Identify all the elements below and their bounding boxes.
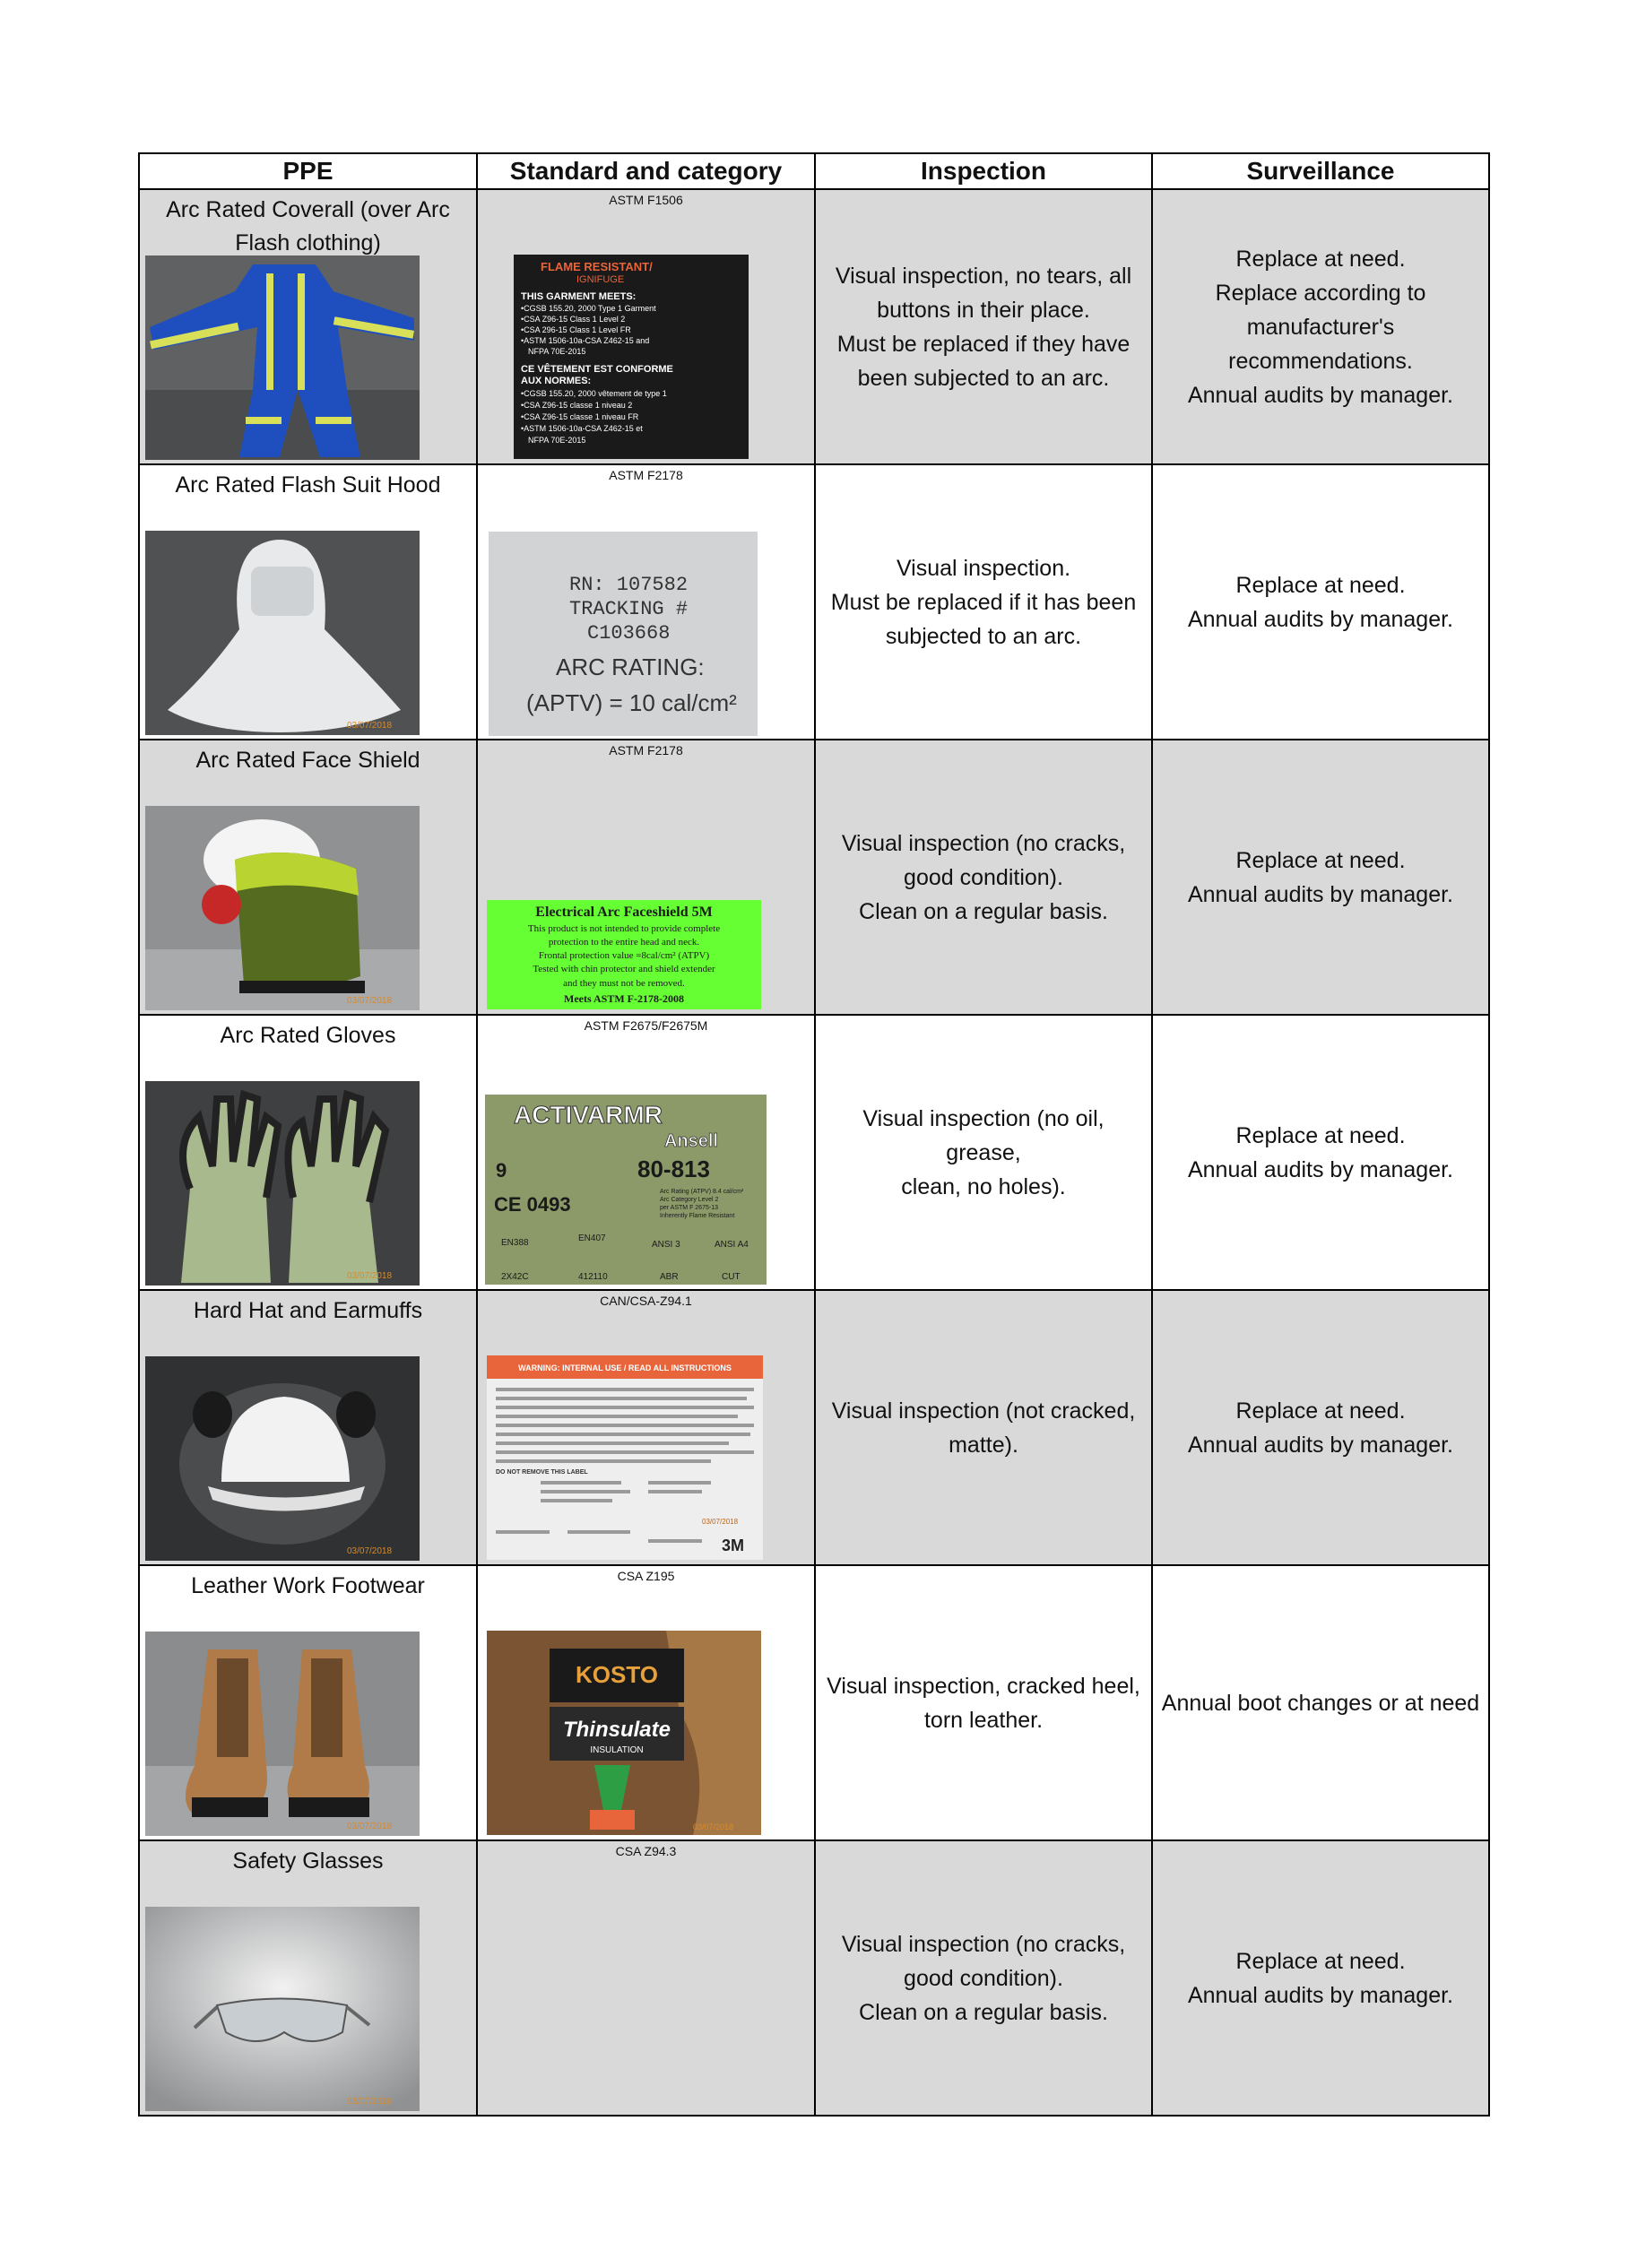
coverall-label	[514, 255, 749, 459]
standard-cell	[477, 1565, 815, 1840]
svg-text:AUX NORMES:: AUX NORMES:	[521, 376, 592, 386]
svg-text:9: 9	[496, 1159, 507, 1182]
safety-glasses-photo	[145, 1907, 420, 2111]
standard-code: ASTM F2178	[609, 743, 683, 757]
svg-text:03/07/2018: 03/07/2018	[347, 996, 393, 1006]
header-row	[139, 153, 1489, 189]
svg-text:Meets ASTM F-2178-2008: Meets ASTM F-2178-2008	[564, 992, 684, 1005]
svg-text:03/07/2018: 03/07/2018	[702, 1518, 739, 1526]
surveillance-cell: Replace at need. Replace according to manufacturer's recommendations. Annual audits by manager.	[1152, 189, 1489, 464]
standard-code: CSA Z195	[617, 1569, 675, 1583]
standard-cell	[477, 464, 815, 740]
svg-text:2X42C: 2X42C	[501, 1272, 529, 1282]
svg-text:Frontal protection value =8cal: Frontal protection value =8cal/cm² (ATPV)	[538, 950, 710, 961]
surveillance-cell: Replace at need. Annual audits by manager.	[1152, 1840, 1489, 2116]
svg-text:•ASTM 1506-10a-CSA Z462-15 and: •ASTM 1506-10a-CSA Z462-15 and	[521, 336, 650, 345]
svg-text:•CSA 296-15 Class 1 Level FR: •CSA 296-15 Class 1 Level FR	[521, 325, 631, 334]
header-inspection: Inspection	[815, 153, 1152, 189]
coverall-photo	[145, 255, 420, 460]
svg-text:•CGSB 155.20, 2000 vêtement de: •CGSB 155.20, 2000 vêtement de type 1	[521, 389, 667, 398]
standard-cell	[477, 740, 815, 1015]
svg-text:This product is not intended t: This product is not intended to provide complete	[527, 923, 721, 934]
inspection-cell: Visual inspection (no oil, grease, clean, no holes).	[815, 1015, 1152, 1290]
svg-text:CE 0493: CE 0493	[494, 1193, 571, 1216]
ppe-name: Arc Rated Flash Suit Hood	[175, 472, 441, 498]
svg-text:Ansell: Ansell	[664, 1131, 719, 1151]
header-standard: Standard and category	[477, 153, 815, 189]
svg-text:KOSTO: KOSTO	[576, 1661, 658, 1688]
svg-text:Thinsulate: Thinsulate	[562, 1718, 671, 1742]
svg-text:(APTV) = 10 cal/cm²: (APTV) = 10 cal/cm²	[526, 689, 737, 716]
svg-text:EN407: EN407	[578, 1234, 606, 1243]
inspection-cell: Visual inspection, cracked heel, torn leather.	[815, 1565, 1152, 1840]
ppe-cell	[139, 1290, 477, 1565]
svg-text:DO NOT REMOVE THIS LABEL: DO NOT REMOVE THIS LABEL	[496, 1469, 588, 1476]
header-surveillance: Surveillance	[1152, 153, 1489, 189]
svg-text:RN: 107582: RN: 107582	[569, 574, 689, 596]
standard-code: CAN/CSA-Z94.1	[600, 1294, 692, 1308]
inspection-cell: Visual inspection (no cracks, good condition). Clean on a regular basis.	[815, 740, 1152, 1015]
svg-text:Electrical Arc Faceshield 5M: Electrical Arc Faceshield 5M	[535, 905, 713, 920]
ppe-cell	[139, 740, 477, 1015]
ppe-cell	[139, 189, 477, 464]
ppe-cell	[139, 1015, 477, 1290]
table-row	[139, 740, 1489, 1015]
svg-text:03/07/2018: 03/07/2018	[347, 1822, 393, 1831]
table-row	[139, 464, 1489, 740]
inspection-cell: Visual inspection. Must be replaced if it has been subjected to an arc.	[815, 464, 1152, 740]
svg-text:Inherently Flame Resistant: Inherently Flame Resistant	[660, 1213, 735, 1219]
face-shield-label	[487, 900, 761, 1009]
standard-cell	[477, 1015, 815, 1290]
svg-text:412110: 412110	[578, 1272, 608, 1282]
svg-text:80-813: 80-813	[637, 1156, 710, 1182]
svg-text:•CGSB 155.20, 2000 Type 1 Garm: •CGSB 155.20, 2000 Type 1 Garment	[521, 304, 656, 313]
svg-text:3M: 3M	[722, 1537, 745, 1554]
table-row	[139, 189, 1489, 464]
svg-text:IGNIFUGE: IGNIFUGE	[576, 274, 625, 285]
gloves-photo	[145, 1081, 420, 1285]
ppe-name: Arc Rated Gloves	[220, 1023, 396, 1048]
svg-text:NFPA 70E-2015: NFPA 70E-2015	[528, 347, 586, 356]
ppe-cell	[139, 464, 477, 740]
table-row	[139, 1565, 1489, 1840]
svg-text:ANSI 3: ANSI 3	[652, 1240, 680, 1250]
hard-hat-label	[487, 1355, 763, 1560]
svg-text:ARC RATING:: ARC RATING:	[556, 654, 705, 680]
ppe-name: Hard Hat and Earmuffs	[193, 1298, 423, 1323]
standard-code: ASTM F2178	[609, 468, 683, 482]
svg-text:ACTIVARMR: ACTIVARMR	[514, 1101, 663, 1129]
svg-text:and they must not be removed.: and they must not be removed.	[563, 978, 685, 989]
footwear-label	[487, 1631, 761, 1835]
svg-text:protection to the entire head: protection to the entire head and neck.	[548, 937, 700, 948]
ppe-name: Safety Glasses	[232, 1848, 384, 1874]
svg-text:•CSA Z96-15 Class 1 Level 2: •CSA Z96-15 Class 1 Level 2	[521, 315, 626, 324]
svg-text:03/07/2018: 03/07/2018	[347, 1271, 393, 1281]
ppe-document	[138, 152, 1488, 2117]
surveillance-cell: Replace at need. Annual audits by manager.	[1152, 1290, 1489, 1565]
svg-text:FLAME RESISTANT/: FLAME RESISTANT/	[541, 260, 653, 273]
svg-text:03/07/2018: 03/07/2018	[693, 1822, 734, 1831]
standard-cell	[477, 1840, 815, 2116]
surveillance-cell: Replace at need. Annual audits by manager.	[1152, 740, 1489, 1015]
svg-text:•CSA Z96-15 classe 1 niveau FR: •CSA Z96-15 classe 1 niveau FR	[521, 412, 639, 421]
svg-text:CE VÊTEMENT EST CONFORME: CE VÊTEMENT EST CONFORME	[521, 364, 673, 375]
svg-text:Arc Category Level 2: Arc Category Level 2	[660, 1197, 719, 1203]
svg-text:03/07/2018: 03/07/2018	[347, 721, 393, 731]
svg-text:EN388: EN388	[501, 1238, 529, 1248]
svg-text:03/07/2018: 03/07/2018	[347, 1546, 393, 1556]
svg-text:WARNING: INTERNAL USE / READ A: WARNING: INTERNAL USE / READ ALL INSTRUCTIONS	[518, 1363, 732, 1372]
surveillance-cell: Replace at need. Annual audits by manager.	[1152, 464, 1489, 740]
ppe-name: Arc Rated Coverall (over Arc Flash clothing)	[166, 197, 450, 255]
svg-text:TRACKING #: TRACKING #	[569, 598, 689, 620]
svg-text:•CSA Z96-15 classe 1 niveau 2: •CSA Z96-15 classe 1 niveau 2	[521, 401, 633, 410]
svg-text:INSULATION: INSULATION	[590, 1745, 644, 1755]
standard-cell	[477, 189, 815, 464]
surveillance-cell: Annual boot changes or at need	[1152, 1565, 1489, 1840]
svg-text:ANSI A4: ANSI A4	[715, 1240, 749, 1250]
footwear-photo	[145, 1632, 420, 1836]
standard-code: CSA Z94.3	[615, 1844, 677, 1858]
header-ppe: PPE	[139, 153, 477, 189]
ppe-name: Arc Rated Face Shield	[195, 748, 420, 773]
hood-label	[489, 532, 758, 736]
table-row	[139, 1290, 1489, 1565]
svg-text:•ASTM 1506-10a-CSA Z462-15 et: •ASTM 1506-10a-CSA Z462-15 et	[521, 424, 643, 433]
hood-photo	[145, 531, 420, 735]
svg-text:Tested with chin protector and: Tested with chin protector and shield extender	[533, 964, 715, 974]
inspection-cell: Visual inspection (not cracked, matte).	[815, 1290, 1152, 1565]
svg-text:CUT: CUT	[722, 1272, 741, 1282]
standard-code: ASTM F2675/F2675M	[584, 1018, 708, 1033]
standard-code: ASTM F1506	[609, 193, 683, 207]
face-shield-photo	[145, 806, 420, 1010]
inspection-cell: Visual inspection, no tears, all buttons in their place. Must be replaced if they have been subjected to an arc.	[815, 189, 1152, 464]
surveillance-cell: Replace at need. Annual audits by manager.	[1152, 1015, 1489, 1290]
svg-text:Arc Rating (ATPV) 8.4 cal/cm²: Arc Rating (ATPV) 8.4 cal/cm²	[660, 1189, 744, 1195]
gloves-label	[485, 1095, 767, 1285]
svg-text:ABR: ABR	[660, 1272, 679, 1282]
ppe-cell	[139, 1565, 477, 1840]
svg-text:NFPA 70E-2015: NFPA 70E-2015	[528, 436, 586, 445]
svg-text:per ASTM F 2675-13: per ASTM F 2675-13	[660, 1205, 718, 1211]
inspection-cell: Visual inspection (no cracks, good condition). Clean on a regular basis.	[815, 1840, 1152, 2116]
ppe-table	[138, 152, 1490, 2117]
svg-text:03/07/2018: 03/07/2018	[347, 2097, 393, 2107]
ppe-cell	[139, 1840, 477, 2116]
ppe-name: Leather Work Footwear	[191, 1573, 425, 1598]
hard-hat-photo	[145, 1356, 420, 1561]
svg-text:C103668: C103668	[587, 622, 671, 645]
table-row	[139, 1840, 1489, 2116]
svg-text:THIS GARMENT MEETS:: THIS GARMENT MEETS:	[521, 291, 637, 302]
standard-cell	[477, 1290, 815, 1565]
table-row	[139, 1015, 1489, 1290]
